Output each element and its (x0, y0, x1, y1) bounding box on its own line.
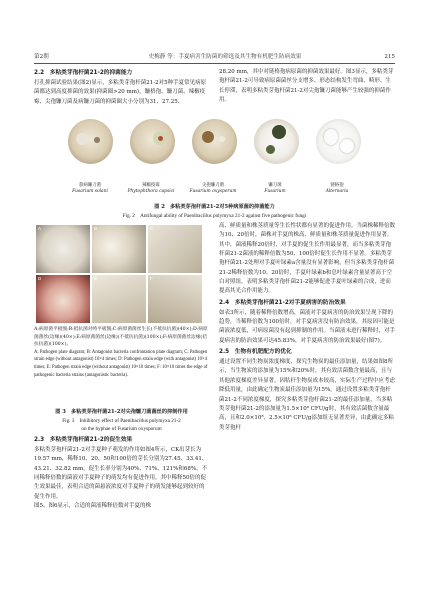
figure-3-notes (34, 326, 209, 379)
plate-label: 辣椒疫霉 Phytophthora capsici (127, 183, 175, 194)
petri-dish-image (254, 119, 299, 164)
paragraph: 多粘类芽孢杆菌21-2对手夏种子萌发的作用如图4所示，CK出芽长为19.57 mm，稀释10、20、50和100倍的芽长分别为27.45、33.41、43.21、32.82 mm，促生长率分别为40%、71%、121%和68%，不同稀释倍数的菌液对手夏种子的萌发均有促进作用，其中稀释50倍的促生效果最佳，表明合适的菌悬液浓度对手夏种子的萌发能够起到较好的促生作用。 (34, 447, 208, 500)
figure-3-notes-en: A: Pathogen plate diagram; B: Antagonist bacteria confrontation plate diagram; C: Pathogen strain edge (without antagonist) 10×4 times; D: Pathogen strain edge (with antagonist) 10×4 times; E: Pathogen strain edge (without antagonist) 10×10 times; F: 10×10 times the edge of pathogenic bacteria strains (antagonistic bacteria). (34, 349, 208, 378)
figure-2-caption: 图 2 多粘类芽孢杆菌21-2对5种病原菌的抑菌能力 Fig. 2 Antifungal ability of Paenibacillus polymyxa 21-2 against five pathogenic fungi (122, 204, 307, 219)
section-heading-2-4: 2.4 多粘类芽孢杆菌21-2对手夏病害的防治效果 (219, 299, 346, 306)
top-left-column (34, 67, 209, 107)
figure-3-notes-cn: A:病原菌平板图;B:抵抗菌对峙平板图;C:病原菌菌丝生长(不抵抗抗菌)(40×);D:病原菌菌丝(边缘)(40×);E:病原菌菌丝(边缘)(不抵抗抗菌)(100×);F:病原菌菌丝边缘(拮抗抗菌)(100×)。 (34, 327, 208, 348)
paragraph: 28.20 mm，其中对链格孢病原菌的抑菌效果最好。图3显示，多粘类芽孢杆菌21-2可导致病原菌菌丝分支增多、形态结构发生弯曲、畸形、生长停滞，表明多粘类芽孢杆菌21-2对尖孢镰刀菌能够产生较强的抑菌作用。 (219, 69, 394, 104)
plate-label: 茄病镰刀菌 Fusarium solani (72, 183, 108, 194)
section-heading-2-5: 2.5 生物有机肥配方的优化 (219, 349, 292, 356)
plate-label: 尖孢镰刀菌 Fusarium oxysporum (189, 183, 237, 194)
plate-label: 镰刀菌 Fusarium (264, 183, 286, 194)
paragraph: 通过设置不同生物炭浓度梯度，探究生物炭的最佳添加量，结果如图8所示，当生物炭的添加量为15%和20%时，其有效活菌数含量最高，且与其他浓度梯度差异显著。因牯秆生物炭成本较高，实际生产过程中应考虑降低用量，由此确定生物炭最佳添加量为15%。通过设置多粘类芽孢杆菌21-2不同浓度梯度，探究多粘类芽孢杆菌21-2的最佳添加量，当多粘类芽孢杆菌21-2的添加量为1.5×10⁸ CFU/g时，其有效活菌数含量最高，且和2.0×10⁸、2.5×10⁸ CFU/g添加组无显著差异，由此确定多粘类芽孢杆 (219, 359, 396, 431)
header-issue: 第2期 (34, 54, 49, 60)
paragraph: 打孔抑菌试验结果(图2)显示，多粘类芽孢杆菌21-2对5种手夏常见病原菌都达到高度抑菌的效果(抑菌圈>20 mm)，镰格孢、镰刀菌、辣椒疫霉、尖孢镰刀菌及病镰刀菌的抑菌圈大小分别为31、27.25、 (34, 80, 207, 105)
section-heading-2-3: 2.3 多粘类芽孢杆菌21-2的促生效果 (34, 437, 133, 443)
micrograph-panel: F (148, 275, 202, 323)
section-2-3 (34, 434, 209, 511)
header-page-number: 215 (384, 54, 395, 60)
micrograph-panel: D (36, 275, 90, 323)
petri-dish-image (130, 119, 175, 164)
right-column-lower (219, 222, 395, 433)
section-heading-2-2: 2.2 多粘类芽孢杆菌21-2的抑菌能力 (34, 70, 133, 76)
figure-2-plates (68, 119, 360, 167)
plate-label: 链格孢 Alternaria (325, 183, 349, 194)
header-rule (34, 63, 395, 64)
micrograph-panel: C (148, 225, 202, 273)
micrograph-panel: A (36, 225, 90, 273)
paragraph: 如表3所示，随着稀释倍数增高，菌液对手夏病害的防治效果呈现下降的趋势，当稀释倍数为100倍时，对手夏病害没有防治效果，其原因可能是菌液浓度低，可病原菌没有起到抑制的作用。当菌液未进行稀释时，对手夏病害的防治效果可达45.83%，对手夏病害的防治效果最好(图7)。 (219, 309, 396, 344)
micrograph-panel: B (92, 225, 146, 273)
paragraph: 图5、图6显示，合适的菌液稀释倍数对手夏的株 (34, 503, 152, 510)
top-right-column (219, 68, 395, 105)
petri-dish-image (316, 119, 361, 164)
micrograph-panel: E (92, 275, 146, 323)
figure-3-caption: 图 3 多粘类芽孢杆菌21-2对尖孢镰刀菌菌丝的抑制作用 Fig. 3 Inhibitory effect of Paenibacillus polymyxa 21-2 on the hyphae of Fusarium oxysporum (55, 409, 188, 432)
header-title: 史梅静 等：手夏病害生防菌的筛选及其生物有机肥生防病效果 (148, 54, 302, 60)
petri-dish-image (192, 119, 237, 164)
petri-dish-image (68, 119, 113, 164)
paragraph: 高、鲜质量和株茎质量等生长性状都有显著的促进作用。当菌株稀释倍数为10、20倍时，菌株对手夏的株高、鲜质量和株茎质量促进作用显著。其中，菌液稀释20倍时，对手夏的促生长作用最显著，而当多粘类芽孢杆菌21-2菌液的稀释倍数为50、100倍时促生长作用不显著。多粘类芽孢杆菌21-2处理对手夏叶绿素a含量没有显著影响，但当多粘类芽孢杆菌21-2稀释倍数为10、20倍时，手夏叶绿素b和总叶绿素含量显著高于空白对照组，表明多粘类芽孢杆菌21-2能够促进手夏叶绿素的合成，进而提高其光合作用能力。 (219, 223, 396, 295)
